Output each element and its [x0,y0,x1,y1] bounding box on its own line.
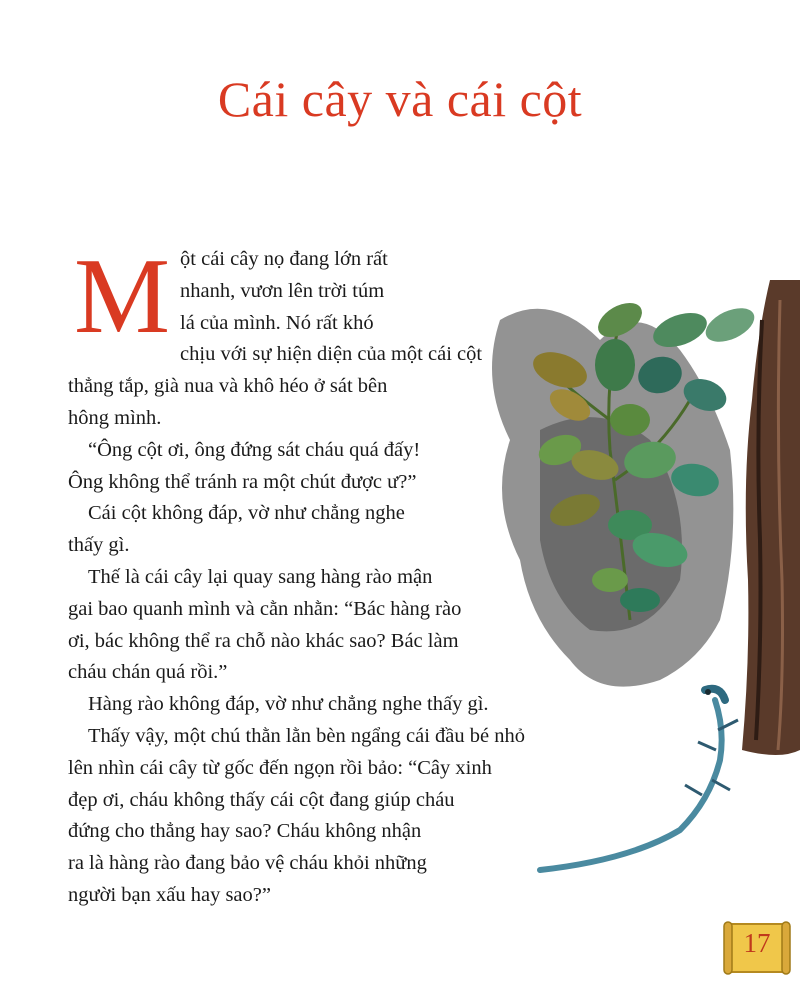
story-line: lên nhìn cái cây từ gốc đến ngọn rồi bảo: “Cây xinh [68,756,492,779]
story-line: chịu với sự hiện diện của một cái cột [180,343,483,366]
story-line: thấy gì. [68,534,130,557]
story-line: ra là hàng rào đang bảo vệ cháu khỏi những [68,852,427,875]
story-line: thẳng tắp, già nua và khô héo ở sát bên [68,375,388,398]
story-line: đẹp ơi, cháu không thấy cái cột đang giúp cháu [68,788,455,811]
tree-post-lizard-illustration [480,280,800,880]
story-line: Thế là cái cây lại quay sang hàng rào mận [88,565,433,588]
story-line: hông mình. [68,406,162,429]
story-line: Ông không thể tránh ra một chút được ư?” [68,470,417,493]
story-line: người bạn xấu hay sao?” [68,883,271,906]
lizard-figure [540,689,738,870]
drop-cap: M [74,237,171,356]
story-line: nhanh, vươn lên trời túm [180,279,385,302]
story-title: Cái cây và cái cột [217,71,583,127]
story-line: Cái cột không đáp, vờ như chẳng nghe [88,502,405,525]
story-line: Thấy vậy, một chú thằn lằn bèn ngẩng cái đầu bé nhỏ [88,724,526,747]
page-number: 17 [743,928,771,958]
story-line: ột cái cây nọ đang lớn rất [180,248,388,270]
story-line: Hàng rào không đáp, vờ như chẳng nghe thấy gì. [88,693,489,716]
story-line: ơi, bác không thể ra chỗ nào khác sao? Bác làm [68,629,459,652]
story-line: lá của mình. Nó rất khó [180,311,374,334]
story-text [68,237,548,912]
story-line: đứng cho thẳng hay sao? Cháu không nhận [68,820,422,843]
story-line: cháu chán quá rồi.” [68,661,228,684]
tree-trunk [742,280,800,755]
story-line: “Ông cột ơi, ông đứng sát cháu quá đấy! [88,438,421,461]
story-line: gai bao quanh mình và cằn nhằn: “Bác hàng rào [68,597,462,620]
